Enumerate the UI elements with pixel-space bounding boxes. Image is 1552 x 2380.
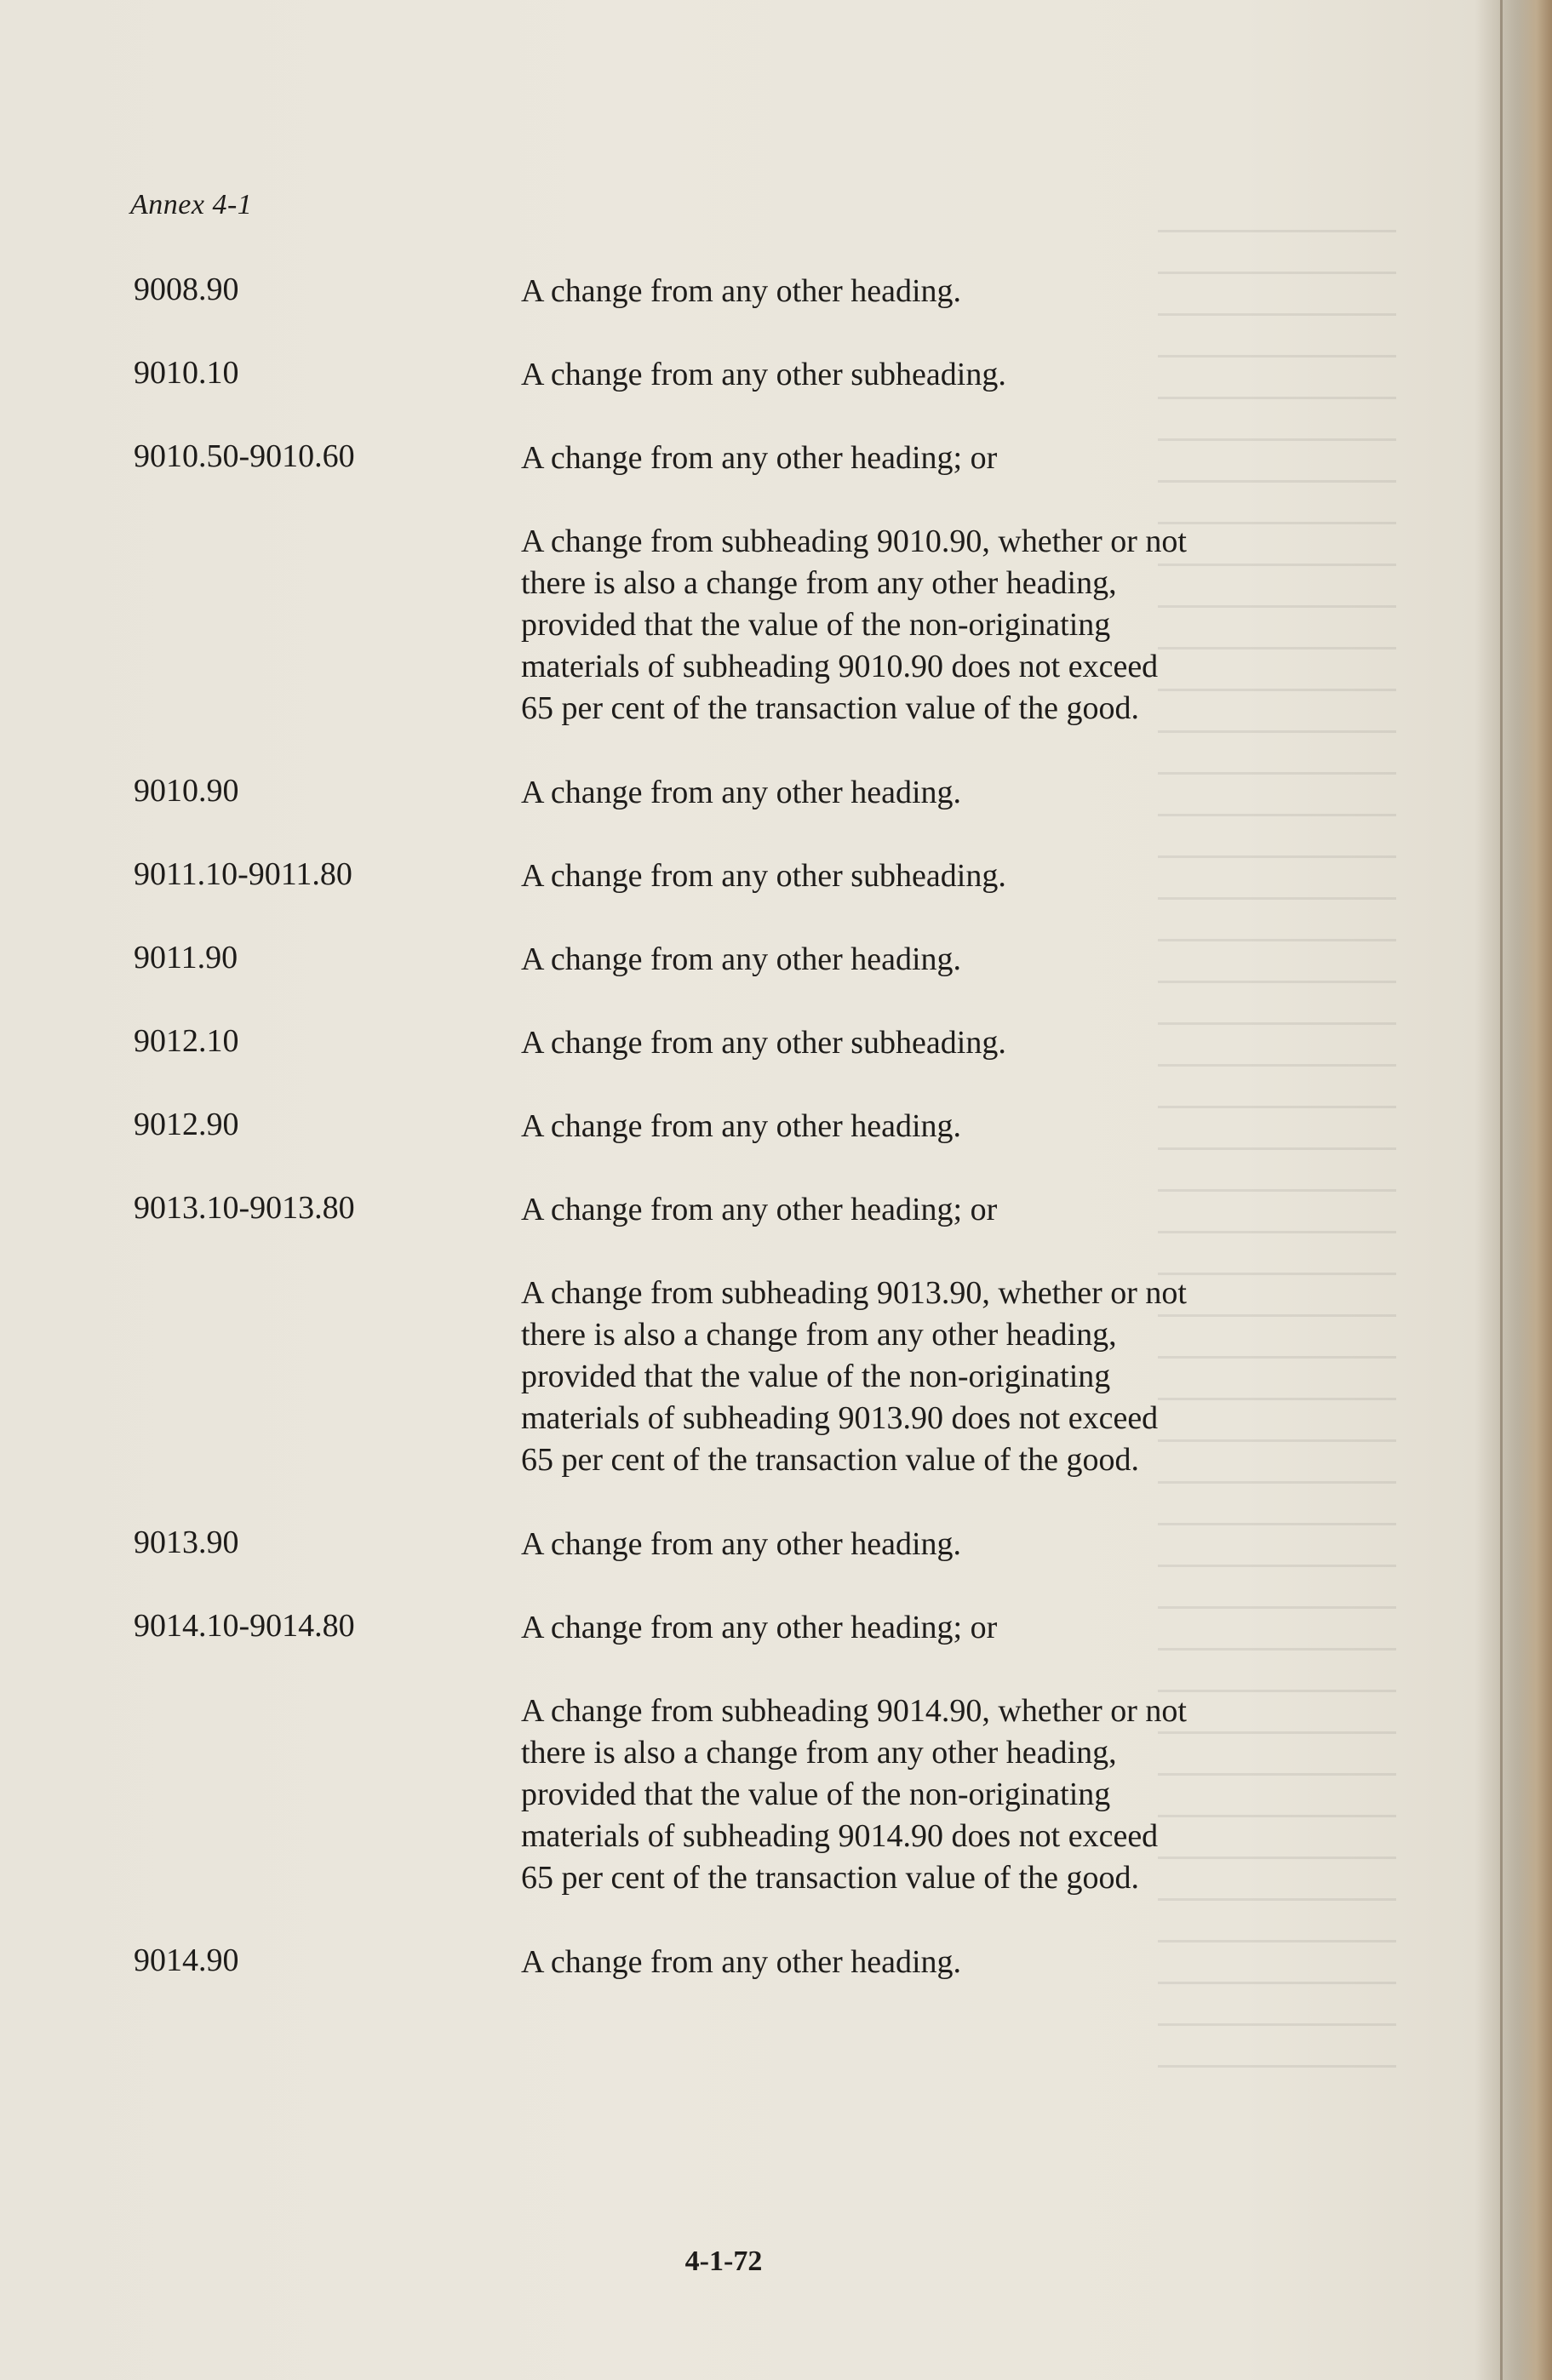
tariff-code: 9008.90 (134, 272, 239, 307)
rule-line: provided that the value of the non-originating (521, 607, 1111, 643)
rule-line: A change from any other heading; or (521, 1610, 998, 1645)
rule-of-origin-text (521, 1691, 1287, 1899)
rule-line: 65 per cent of the transaction value of the good. (521, 1860, 1139, 1896)
rule-line: materials of subheading 9013.90 does not exceed (521, 1400, 1159, 1436)
rule-line: A change from any other heading. (521, 1108, 962, 1144)
tariff-code: 9010.50-9010.60 (134, 438, 355, 474)
rule-line: A change from any other heading. (521, 1944, 962, 1980)
rule-line: A change from any other heading; or (521, 440, 998, 476)
rule-of-origin-text (521, 521, 1287, 729)
rule-line: A change from any other heading. (521, 273, 962, 309)
tariff-code: 9014.90 (134, 1942, 239, 1978)
tariff-code: 9011.10-9011.80 (134, 856, 352, 892)
tariff-code: 9012.90 (134, 1107, 239, 1142)
rule-of-origin-text (521, 1273, 1287, 1481)
rule-line: 65 per cent of the transaction value of the good. (521, 1442, 1139, 1478)
rule-line: there is also a change from any other heading, (521, 1735, 1117, 1771)
rule-of-origin-text (521, 438, 1287, 479)
rule-of-origin-text (521, 1942, 1287, 1983)
rule-line: A change from any other heading. (521, 941, 962, 977)
rule-line: A change from any other heading; or (521, 1192, 998, 1227)
rule-line: A change from any other heading. (521, 1526, 962, 1562)
tariff-code: 9011.90 (134, 940, 238, 975)
rule-of-origin-text (521, 1022, 1287, 1064)
rule-line: provided that the value of the non-originating (521, 1776, 1111, 1812)
running-head: Annex 4-1 (130, 189, 253, 220)
rule-line: A change from any other heading. (521, 775, 962, 810)
rule-line: materials of subheading 9010.90 does not exceed (521, 649, 1159, 684)
rule-line: A change from subheading 9010.90, whether or not (521, 523, 1187, 559)
tariff-code: 9013.10-9013.80 (134, 1190, 355, 1226)
rule-of-origin-text (521, 1189, 1287, 1231)
tariff-code: 9010.90 (134, 773, 239, 809)
tariff-code: 9014.10-9014.80 (134, 1608, 355, 1644)
tariff-code: 9013.90 (134, 1525, 239, 1560)
rule-line: materials of subheading 9014.90 does not exceed (521, 1818, 1159, 1854)
rule-of-origin-text (521, 772, 1287, 814)
rule-line: provided that the value of the non-originating (521, 1359, 1111, 1394)
rule-of-origin-text (521, 271, 1287, 312)
rule-line: there is also a change from any other heading, (521, 1317, 1117, 1353)
rule-of-origin-text (521, 939, 1287, 981)
rule-line: A change from subheading 9014.90, whether or not (521, 1693, 1187, 1729)
rule-line: A change from subheading 9013.90, whether or not (521, 1275, 1187, 1311)
rule-line: 65 per cent of the transaction value of the good. (521, 690, 1139, 726)
rule-line: A change from any other subheading. (521, 858, 1006, 894)
tariff-code: 9012.10 (134, 1023, 239, 1059)
rule-line: A change from any other subheading. (521, 1025, 1006, 1061)
page-number: 4-1-72 (684, 2246, 763, 2277)
rule-of-origin-text (521, 1524, 1287, 1565)
rule-of-origin-text (521, 855, 1287, 897)
rule-of-origin-text (521, 354, 1287, 396)
rule-of-origin-text (521, 1106, 1287, 1147)
rule-line: there is also a change from any other heading, (521, 565, 1117, 601)
rule-of-origin-text (521, 1607, 1287, 1649)
rule-line: A change from any other subheading. (521, 357, 1006, 392)
tariff-code: 9010.10 (134, 355, 239, 391)
